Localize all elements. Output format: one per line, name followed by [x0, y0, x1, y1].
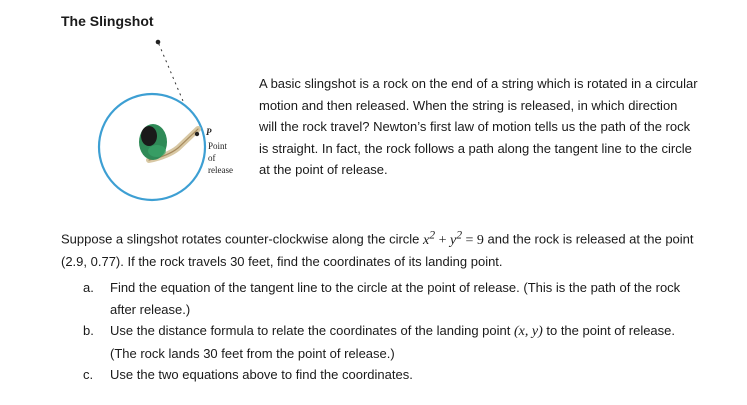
release-point — [195, 132, 199, 136]
task-text: Find the equation of the tangent line to the circle at the point of release. (This is the path of the rock after release.) — [110, 280, 681, 317]
task-marker: a. — [83, 280, 94, 295]
circle-equation: $x^2 + y^2 = 9$ — [423, 228, 484, 248]
problem-text-after: and the rock is released at the point (2.9, 0.77). If the rock travels 30 feet, find the coordinates of its landing point. — [61, 231, 694, 270]
slingshot-diagram — [90, 30, 260, 210]
task-text: Use the two equations above to find the coordinates. — [110, 367, 413, 382]
task-marker: b. — [83, 323, 94, 338]
point-p-label: P — [206, 127, 212, 137]
task-marker: c. — [83, 367, 94, 382]
problem-text-before: Suppose a slingshot rotates counter-clockwise along the circle — [61, 231, 424, 247]
task-item-a — [83, 277, 703, 320]
intro-paragraph: A basic slingshot is a rock on the end of a string which is rotated in a circular motion and then released. When the string is released, in which direction will the rock travel? Newton’s first law of motion tells us the path of the rock is straight. In fact, the rock follows a path along the tangent line to the circle at the point of release. — [259, 76, 698, 177]
trajectory-endpoint — [156, 40, 161, 45]
landing-coords: (x, y) — [513, 324, 543, 339]
task-text: Use the distance formula to relate the coordinates of the landing point (x, y) to the point of release. (The rock lands 30 feet from the point of release.) — [110, 323, 676, 361]
task-list — [83, 277, 703, 386]
caption-release: release — [208, 165, 233, 175]
page-title: The Slingshot — [61, 13, 154, 29]
problem-statement — [61, 224, 711, 273]
task-item-b — [83, 320, 703, 364]
caption-point: Point — [208, 141, 228, 151]
task-item-c — [83, 364, 703, 386]
caption-of: of — [208, 153, 216, 163]
